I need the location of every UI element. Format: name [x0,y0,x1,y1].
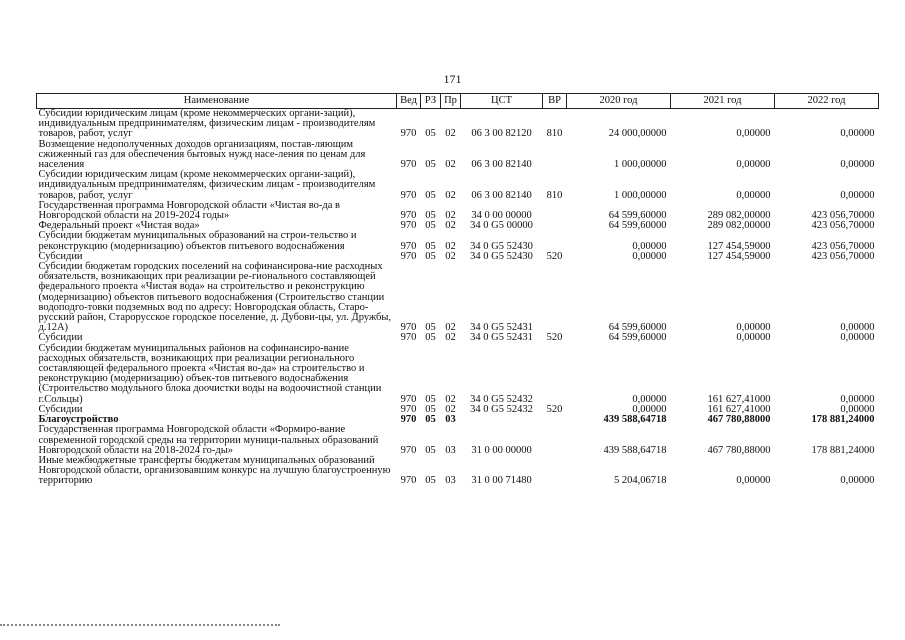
row-cst: 34 0 G5 52432 [470,403,533,415]
row-ved: 970 [400,322,417,334]
table-row [37,201,879,221]
table-header-row [37,94,879,109]
row-pr: 02 [445,159,456,171]
row-cst: 34 0 G5 52431 [470,322,533,334]
row-ved: 970 [400,414,417,426]
row-cst [461,415,543,425]
row-value-2020: 0,00000 [632,250,667,262]
row-rz: 05 [425,159,436,171]
row-cst: 34 0 G5 52430 [470,240,533,252]
header-2020: 2020 год [567,94,671,109]
row-value-2021: 0,00000 [736,475,771,487]
row-value-2021: 127 454,59000 [707,250,771,262]
row-value-2020: 1 000,00000 [614,159,667,171]
row-ved: 970 [400,332,417,344]
row-pr: 03 [445,444,456,456]
row-ved: 970 [400,220,417,232]
row-rz: 05 [425,189,436,201]
row-name: Субсидии бюджетам муниципальных образований на строи-тельство и реконструкцию (модернизацию) объектов питьевого водоснабжения [38,230,357,252]
row-value-2020: 439 588,64718 [603,444,667,456]
row-ved: 970 [400,250,417,262]
row-value-2021: 467 780,88000 [707,444,771,456]
row-rz: 05 [425,220,436,232]
row-value-2020: 5 204,06718 [614,475,667,487]
row-vr [543,140,567,171]
row-name: Государственная программа Новгородской области «Формиро-вание современной городской среды на территории муници-пальных образований Новгородской области на 2018-2024 го-ды» [38,424,379,456]
row-value-2021: 0,00000 [736,322,771,334]
row-vr: 520 [546,250,563,262]
row-rz: 05 [425,240,436,252]
row-ved: 970 [400,444,417,456]
row-name: Субсидии юридическим лицам (кроме некоммерческих органи-заций), индивидуальным предпринимателям, физическим лицам - производителям товаров, работ, услуг [38,169,376,201]
row-value-2021: 161 627,41000 [707,393,771,405]
row-vr [543,425,567,456]
row-cst: 06 3 00 82140 [471,189,532,201]
header-rz: РЗ [421,94,441,109]
row-cst: 34 0 G5 00000 [470,220,533,232]
row-ved: 970 [400,210,417,222]
row-ved: 970 [400,403,417,415]
table-row [37,140,879,171]
row-ved: 970 [400,393,417,405]
row-pr: 02 [445,250,456,262]
row-pr: 03 [445,414,456,426]
row-value-2022: 423 056,70000 [811,250,875,262]
row-value-2020: 64 599,60000 [608,220,667,232]
row-rz: 05 [425,444,436,456]
row-value-2021: 0,00000 [736,332,771,344]
row-cst: 34 0 00 00000 [471,210,532,222]
row-value-2020: 439 588,64718 [603,414,667,426]
row-vr [543,221,567,231]
row-value-2021: 289 082,00000 [707,220,771,232]
budget-table [36,93,879,487]
row-cst: 06 3 00 82140 [471,159,532,171]
row-vr: 810 [546,128,563,140]
row-rz: 05 [425,210,436,222]
row-rz: 05 [425,332,436,344]
row-ved: 970 [400,159,417,171]
row-name: Субсидии [38,250,83,262]
table-row [37,344,879,405]
row-name: Субсидии бюджетам муниципальных районов на софинансиро-вание расходных обязательств, возникающих при реализации регионального составляющей федерального проекта «Чистая во-да» на строительство и реконструкцию (модернизацию) объек-тов питьевого водоснабжения (Строительство модульного блока доочистки воды на водоочистной станции г.Сольцы) [38,342,382,405]
row-name: Федеральный проект «Чистая вода» [38,220,200,232]
row-value-2022: 0,00000 [840,403,875,415]
row-rz: 05 [425,414,436,426]
row-value-2020: 0,00000 [632,393,667,405]
row-name: Субсидии бюджетам городских поселений на софинансирова-ние расходных обязательств, возникающих при реализации ре-гионального составляющей федерального проекта «Чистая вода» на строительство и реконструкцию (модернизацию) объектов питьевого водоснабжения (Строительство станции водоподго-товки подземных вод по адресу: Новгородская область, Старо-русский район, Старорусское городское поселение, д. Дубови-цы, ул. Дружбы, д.12А) [38,261,392,334]
row-rz: 05 [425,393,436,405]
row-cst: 06 3 00 82120 [471,128,532,140]
row-pr: 02 [445,332,456,344]
row-vr: 520 [546,332,563,344]
row-rz: 05 [425,475,436,487]
row-name: Государственная программа Новгородской области «Чистая во-да в Новгородской области на 2019-2024 годы» [38,199,340,222]
table-row [37,231,879,251]
table-row [37,425,879,456]
row-value-2022: 0,00000 [840,332,875,344]
header-name: Наименование [37,94,397,109]
header-ved: Вед [397,94,421,109]
row-rz: 05 [425,403,436,415]
row-value-2022: 0,00000 [840,189,875,201]
row-cst: 31 0 00 71480 [471,475,532,487]
row-value-2020: 0,00000 [632,240,667,252]
row-value-2021: 161 627,41000 [707,403,771,415]
row-rz: 05 [425,128,436,140]
table-body [37,109,879,487]
row-cst: 34 0 G5 52430 [470,250,533,262]
row-value-2022: 0,00000 [840,159,875,171]
row-value-2022: 0,00000 [840,322,875,334]
row-pr: 02 [445,393,456,405]
row-pr: 02 [445,403,456,415]
row-vr: 520 [546,403,563,415]
row-vr: 810 [546,189,563,201]
row-value-2021: 467 780,88000 [707,414,771,426]
row-value-2022: 423 056,70000 [811,210,875,222]
row-rz: 05 [425,322,436,334]
row-name: Субсидии юридическим лицам (кроме некоммерческих органи-заций), индивидуальным предпринимателям, физическим лицам - производителям товаров, работ, услуг [38,108,376,140]
row-name: Возмещение недополученных доходов организациям, постав-ляющим сжиженный газ для обеспечения бытовых нужд насе-ления по ценам для населения [38,138,366,171]
table-row [37,456,879,487]
row-ved: 970 [400,128,417,140]
row-name: Иные межбюджетные трансферты бюджетам муниципальных образований Новгородской области, организовавшим конкурс на лучшую благоустроенную территорию [38,454,391,487]
row-name: Субсидии [38,332,83,344]
row-cst: 34 0 G5 52431 [470,332,533,344]
row-value-2020: 0,00000 [632,403,667,415]
row-value-2022: 0,00000 [840,128,875,140]
row-vr [543,456,567,487]
row-value-2020: 64 599,60000 [608,322,667,334]
table-row [37,170,879,201]
header-2022: 2022 год [775,94,879,109]
row-pr: 02 [445,240,456,252]
row-pr: 03 [445,475,456,487]
row-value-2022: 0,00000 [840,475,875,487]
row-cst: 31 0 00 00000 [471,444,532,456]
row-vr [543,262,567,333]
header-vr: ВР [543,94,567,109]
row-value-2020: 1 000,00000 [614,189,667,201]
footer-rule [0,624,280,626]
header-cst: ЦСТ [461,94,543,109]
row-name: Субсидии [38,403,83,415]
row-vr [543,415,567,425]
row-ved: 970 [400,240,417,252]
row-pr: 02 [445,220,456,232]
row-value-2020: 64 599,60000 [608,332,667,344]
row-value-2021: 0,00000 [736,128,771,140]
header-pr: Пр [441,94,461,109]
row-value-2021: 0,00000 [736,159,771,171]
row-name: Благоустройство [38,414,119,426]
row-vr [543,344,567,405]
row-pr: 02 [445,322,456,334]
page-number: 171 [443,72,462,86]
row-pr: 02 [445,189,456,201]
row-value-2022: 423 056,70000 [811,220,875,232]
row-pr: 02 [445,210,456,222]
row-value-2020: 24 000,00000 [608,128,667,140]
row-value-2022: 423 056,70000 [811,240,875,252]
row-value-2021: 0,00000 [736,189,771,201]
table-row [37,109,879,140]
table-row [37,262,879,333]
header-2021: 2021 год [671,94,775,109]
row-rz: 05 [425,250,436,262]
row-ved: 970 [400,475,417,487]
row-value-2022: 178 881,24000 [811,444,875,456]
row-ved: 970 [400,189,417,201]
row-value-2022: 178 881,24000 [811,414,875,426]
row-value-2022: 0,00000 [840,393,875,405]
row-value-2021: 127 454,59000 [707,240,771,252]
row-vr [543,201,567,221]
row-pr: 02 [445,128,456,140]
row-value-2021: 289 082,00000 [707,210,771,222]
row-vr [543,231,567,251]
row-cst: 34 0 G5 52432 [470,393,533,405]
row-value-2020: 64 599,60000 [608,210,667,222]
